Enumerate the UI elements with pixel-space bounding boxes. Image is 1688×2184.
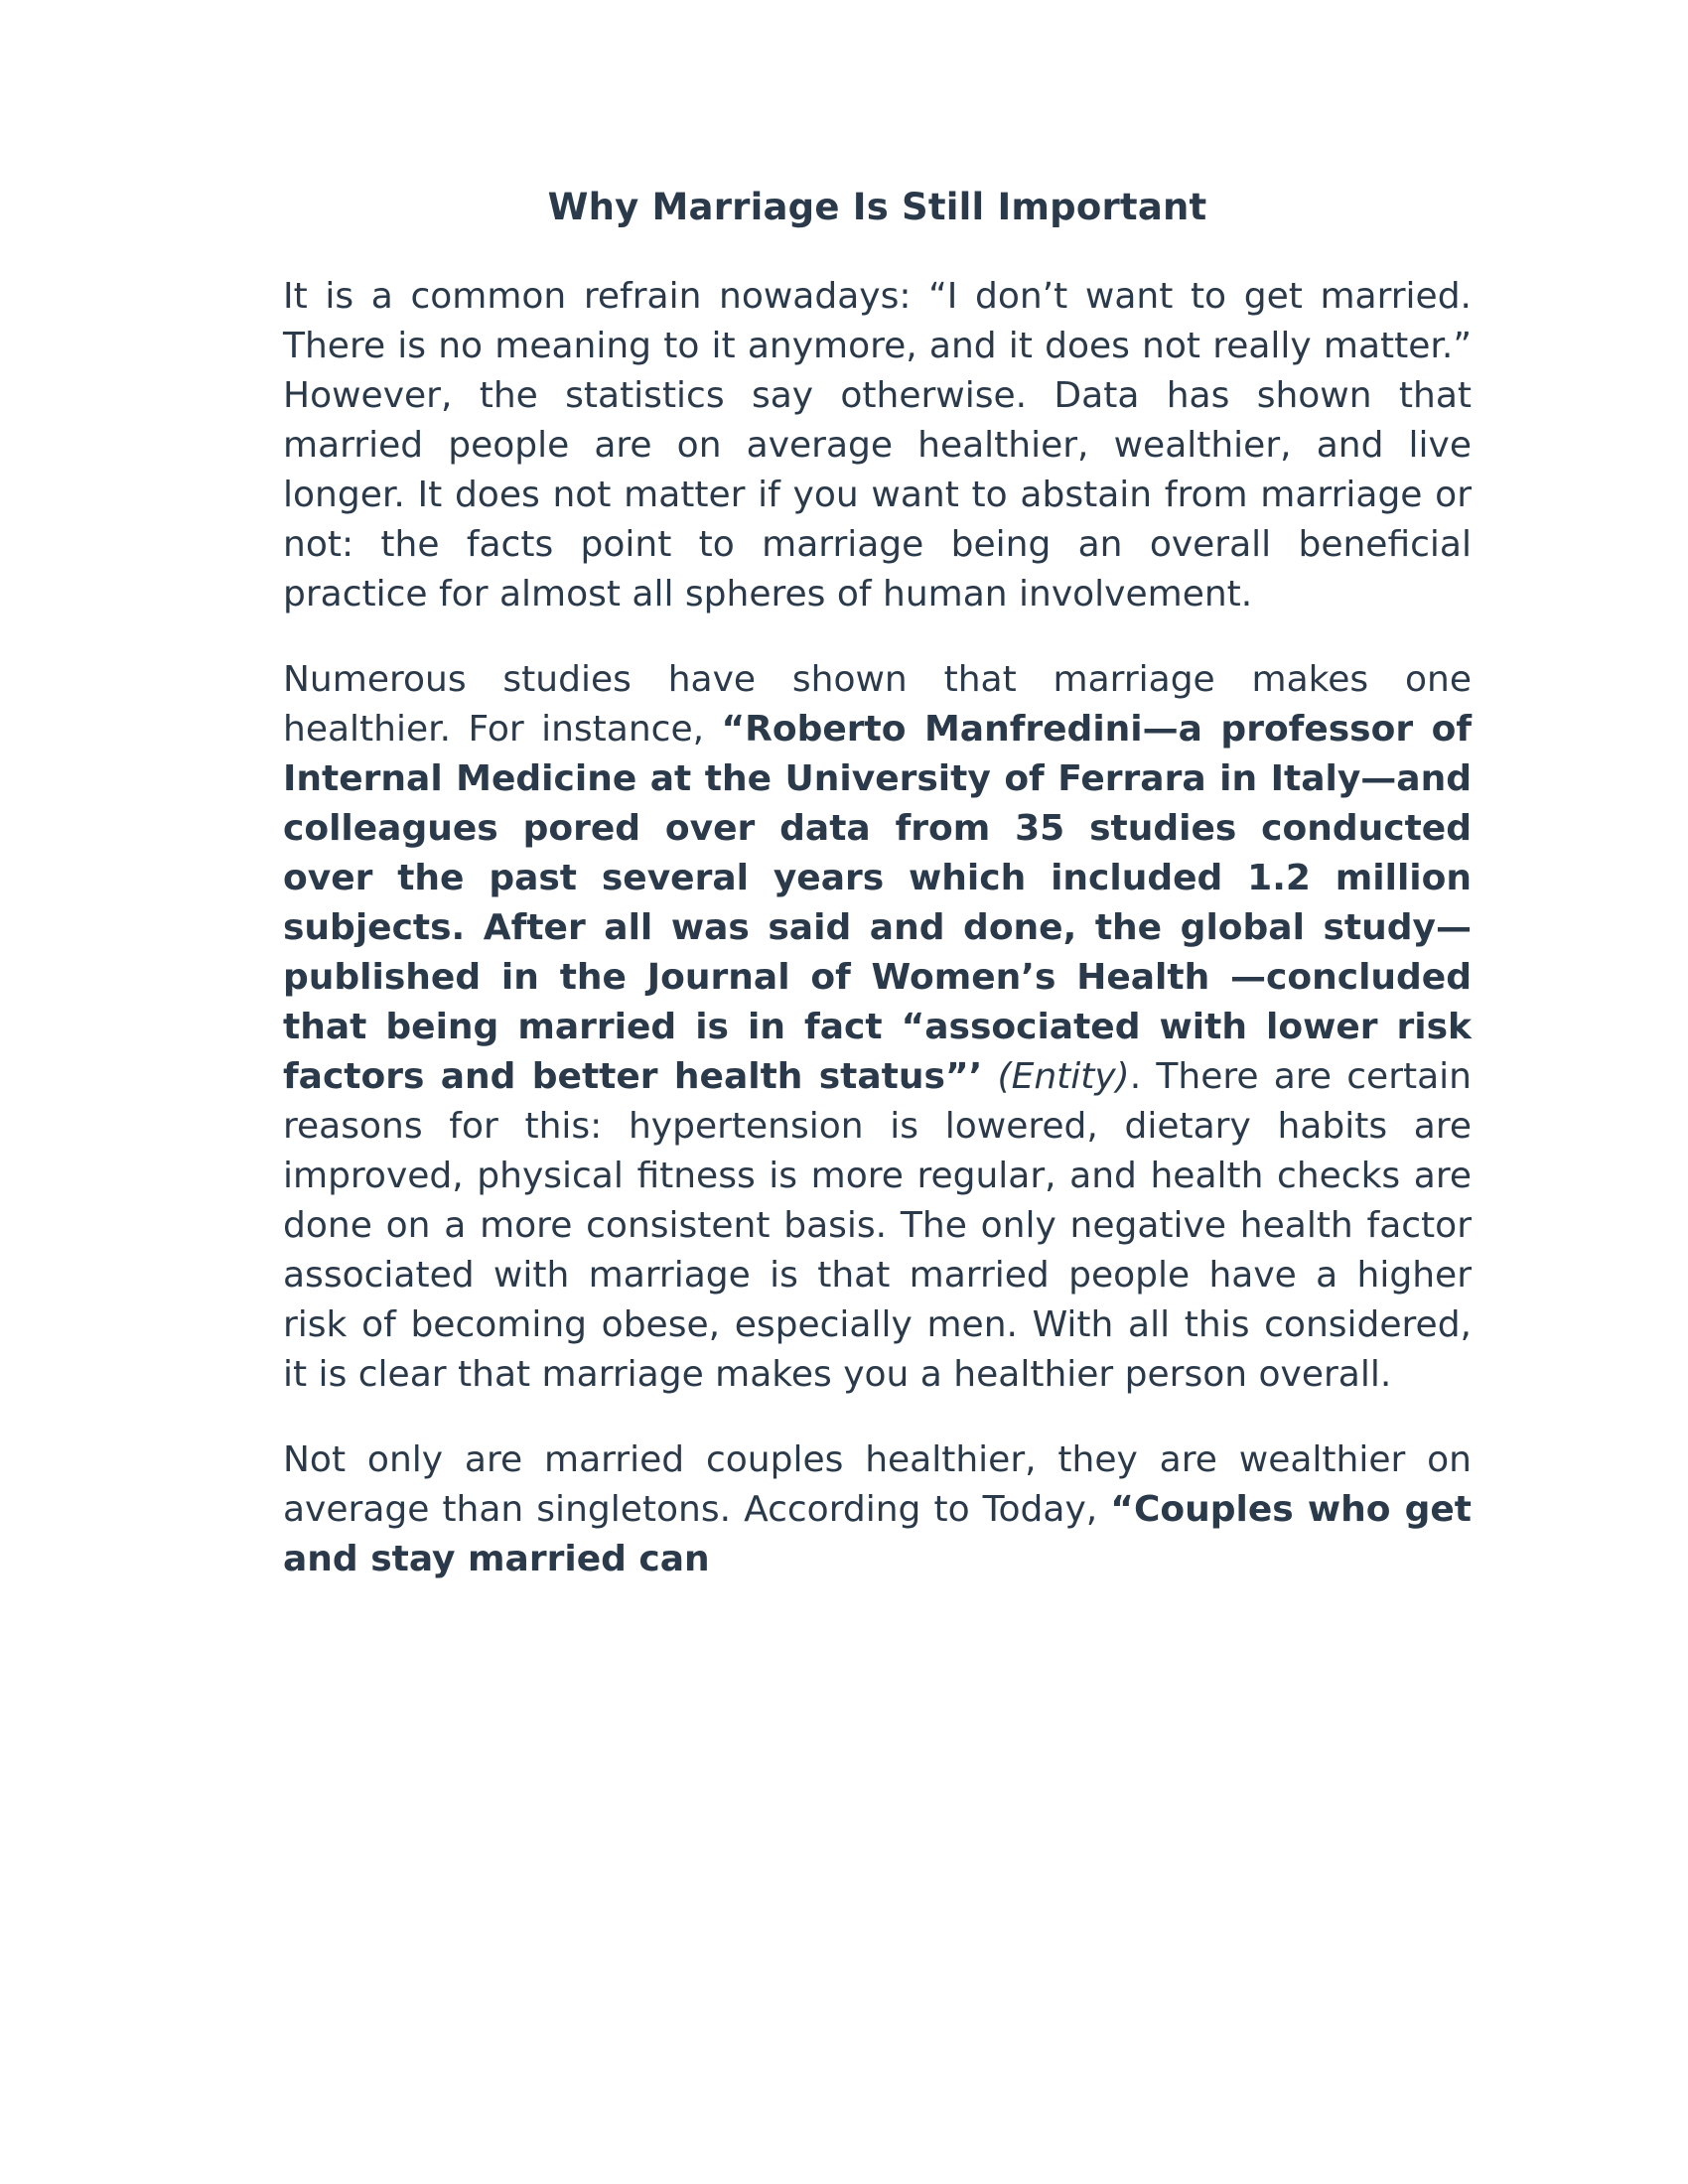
paragraph-health (283, 655, 1472, 1400)
text-run: . There are certain reasons for this: hypertension is lowered, dietary habits are improved, physical fitness is more regular, and health checks are done on a more consistent basis. The only negative health factor associated with marriage is that married people have a higher risk of becoming obese, especially men. With all this considered, it is clear that marriage makes you a healthier person overall. (283, 1056, 1472, 1396)
page-title: Why Marriage Is Still Important (547, 186, 1207, 228)
text-run-bold-quote: “Roberto Manfredini—a professor of Internal Medicine at the University of Ferrara in Italy—and colleagues pored over data from 35 studies conducted over the past several years which included 1.2 million subjects. After all was said and done, the global study—published in the Journal of Women’s Health —concluded that being married is in fact “associated with lower risk factors and better health status”’ (283, 709, 1472, 1098)
text-run-space (982, 1056, 997, 1097)
paragraph-intro (283, 272, 1472, 619)
paragraph-wealth (283, 1435, 1472, 1584)
text-run: Numerous studies have shown that marriage makes one healthier. For instance, (283, 659, 1472, 751)
text-run: Not only are married couples healthier, they are wealthier on average than singletons. According to Today, (283, 1439, 1472, 1531)
text-run: It is a common refrain nowadays: “I don’t want to get married. There is no meaning to it anymore, and it does not really matter.” However, the statistics say otherwise. Data has shown that married people are on average healthier, wealthier, and live longer. It does not matter if you want to abstain from marriage or not: the facts point to marriage being an overall beneficial practice for almost all spheres of human involvement. (283, 276, 1472, 615)
text-run-citation: (Entity) (997, 1056, 1130, 1098)
text-run-bold-quote: “Couples who get and stay married can (283, 1489, 1472, 1580)
document-body (283, 185, 1472, 1584)
